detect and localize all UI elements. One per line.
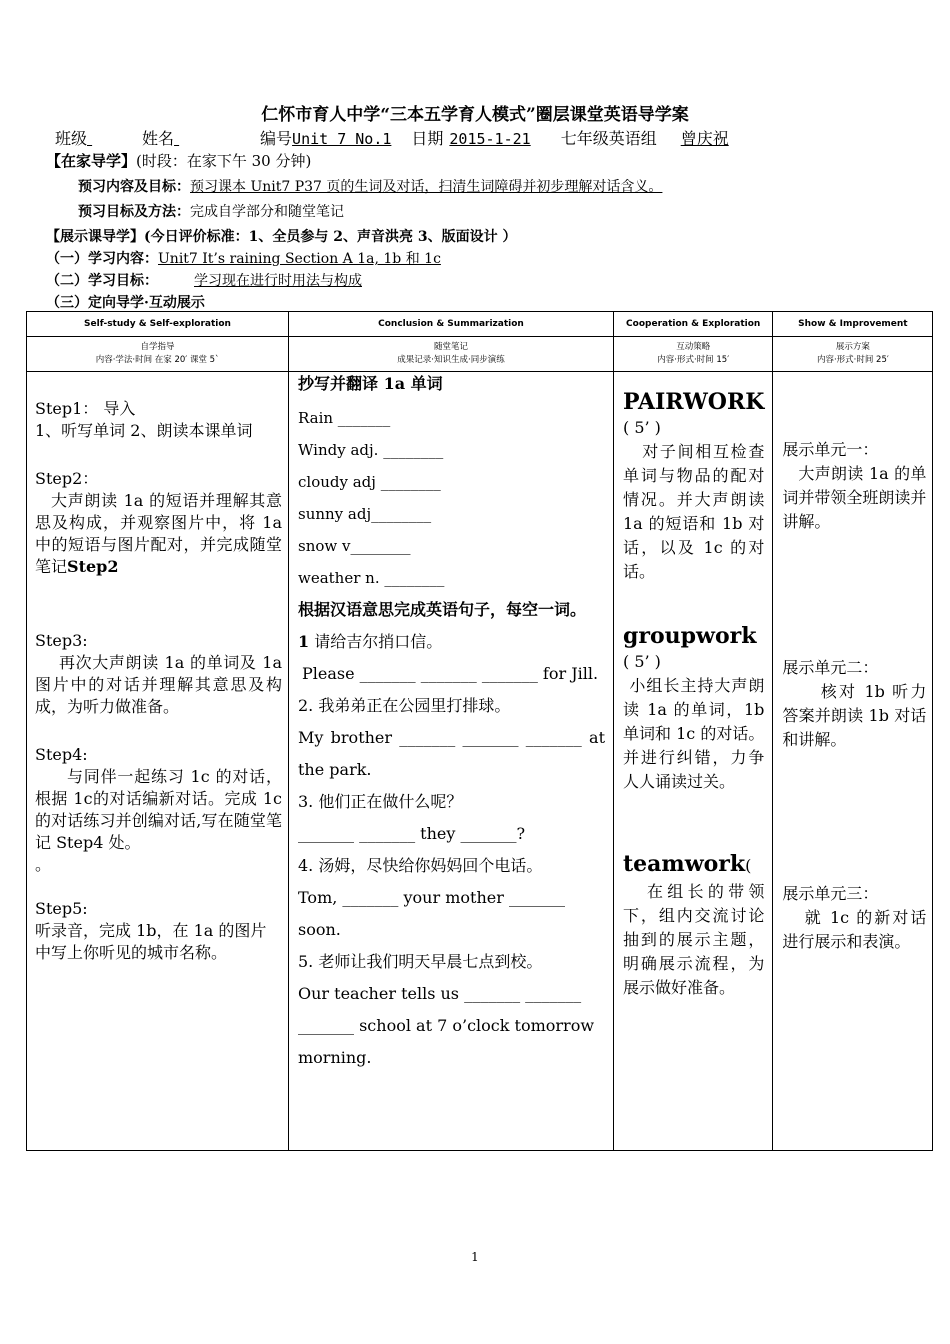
header-show: Show & Improvement xyxy=(773,312,933,337)
name-blank xyxy=(174,129,260,148)
teamwork-text: 在组长的带领下，组内交流讨论抽到的展示主题，明确展示流程，为展示做好准备。 xyxy=(623,882,765,997)
step2-text: 大声朗读 1a 的短语并理解其意思及构成，并观察图片中，将 1a 中的短语与图片配对，并完成随堂笔记Step2 xyxy=(35,491,282,576)
section1-title: 抄写并翻译 1a 单词 xyxy=(298,374,443,393)
step3-title: Step3: xyxy=(35,631,88,650)
method-label: 预习目标及方法： xyxy=(78,204,190,220)
word-item: cloudy adj ________ xyxy=(298,473,441,491)
unit1-text: 大声朗读 1a 的单词并带领全班朗读并讲解。 xyxy=(782,464,927,531)
unit1-title: 展示单元一： xyxy=(782,440,879,459)
self-study-cell xyxy=(27,372,289,1151)
header-cooperation: Cooperation & Exploration xyxy=(614,312,773,337)
date-label: 日期 xyxy=(411,129,444,148)
info-line xyxy=(55,126,737,149)
page-title: 仁怀市育人中学“三本五学育人模式”圈层课堂英语导学案 xyxy=(261,105,689,125)
q3: 3. 他们正在做什么呢？ xyxy=(298,792,463,811)
item2-label: （二）学习目标： xyxy=(46,273,158,289)
item3-heading: （三）定向导学·互动展示 xyxy=(46,295,205,311)
groupwork-text: 小组长主持大声朗读 1a 的单词，1b 单词和 1c 的对话。并进行纠错，力争人人诵读过关。 xyxy=(623,676,765,791)
step3-text: 再次大声朗读 1a 的单词及 1a 图片中的对话并理解其意思及构成，为听力做准备。 xyxy=(35,653,282,716)
q1-en: Please _______ _______ _______ for Jill. xyxy=(302,664,599,683)
word-item: weather n. ________ xyxy=(298,569,445,587)
groupwork-time: ( 5’ ) xyxy=(623,652,661,671)
q3-en: _______ _______ they _______? xyxy=(298,824,526,843)
step4-text: 与同伴一起练习 1c 的对话，根据 1c的对话编新对话。完成 1c 的对话练习并创编对话,写在随堂笔记 Step4 处。 xyxy=(35,767,282,852)
home-content xyxy=(78,176,858,196)
item2-value: 学习现在进行时用法与构成 xyxy=(194,273,362,289)
content-value: 预习课本 Unit7 P37 页的生词及对话，扫清生词障碍并初步理解对话含义。 xyxy=(190,179,663,195)
study-goal xyxy=(46,270,448,290)
unit3-title: 展示单元三： xyxy=(782,884,879,903)
unit2-text: 核对 1b 听力答案并朗读 1b 对话和讲解。 xyxy=(782,682,927,749)
q1: 1 请给吉尔捎口信。 xyxy=(298,632,443,651)
subheader-3: 互动策略 内容·形式·时间 15′ xyxy=(614,337,773,372)
home-section xyxy=(46,150,311,171)
subheader-4: 展示方案 内容·形式·时间 25′ xyxy=(773,337,933,372)
class-heading: 【展示课导学】(今日评价标准：1、全员参与 2、声音洪亮 3、版面设计 ） xyxy=(46,229,517,245)
step1-title: Step1： 导入 xyxy=(35,399,136,418)
step2-title: Step2： xyxy=(35,469,99,488)
step4-dot: 。 xyxy=(35,855,52,874)
unit2-title: 展示单元二： xyxy=(782,658,879,677)
item1-value: Unit7 It’s raining Section A 1a, 1b 和 1c xyxy=(158,251,441,267)
study-table xyxy=(26,311,933,1151)
word-item: Rain _______ xyxy=(298,409,391,427)
q5-en: Our teacher tells us _______ _______ _______ school at 7 o’clock tomorrow morning. xyxy=(298,984,595,1067)
step5-text: 听录音，完成 1b，在 1a 的图片中写上你听见的城市名称。 xyxy=(35,921,267,962)
group-name: 七年级英语组 xyxy=(560,129,657,148)
teacher-name: 曾庆祝 xyxy=(680,129,729,148)
number-label: 编号 xyxy=(260,129,293,148)
word-item: sunny adj________ xyxy=(298,505,432,523)
number-value: Unit 7 No.1 xyxy=(292,130,392,148)
home-time: (时段：在家下午 30 分钟) xyxy=(136,152,312,170)
content-label: 预习内容及目标： xyxy=(78,179,190,195)
header-conclusion: Conclusion & Summarization xyxy=(289,312,614,337)
home-method xyxy=(78,201,344,221)
pairwork-time: ( 5’ ) xyxy=(623,418,661,437)
step5-title: Step5: xyxy=(35,899,88,918)
word-item: snow v________ xyxy=(298,537,411,555)
q4: 4. 汤姆，尽快给你妈妈回个电话。 xyxy=(298,856,543,875)
groupwork-title: groupwork xyxy=(623,623,757,649)
study-content xyxy=(46,248,782,268)
q5: 5. 老师让我们明天早晨七点到校。 xyxy=(298,952,543,971)
q2-en: My brother _______ _______ _______ at the park. xyxy=(298,728,605,779)
method-value: 完成自学部分和随堂笔记 xyxy=(190,204,344,220)
subheader-1: 自学指导 内容·学法·时间 在家 20′ 课堂 5` xyxy=(27,337,289,372)
header-self-study: Self-study & Self-exploration xyxy=(27,312,289,337)
subheader-2: 随堂笔记 成果记录·知识生成·同步演练 xyxy=(289,337,614,372)
class-blank xyxy=(87,129,142,148)
page-number: 1 xyxy=(471,1250,479,1264)
item1-label: （一）学习内容： xyxy=(46,251,158,267)
step4-title: Step4: xyxy=(35,745,88,764)
pairwork-text: 对子间相互检查单词与物品的配对情况。并大声朗读 1a 的短语和 1b 对话，以及 1c 的对话。 xyxy=(623,442,765,581)
unit3-text: 就 1c 的新对话进行展示和表演。 xyxy=(782,908,927,951)
word-item: Windy adj. ________ xyxy=(298,441,444,459)
q4-en: Tom, _______ your mother _______ soon. xyxy=(298,888,565,939)
date-value: 2015-1-21 xyxy=(449,130,531,148)
notes-cell xyxy=(289,372,614,1151)
step1-text: 1、听写单词 2、朗读本课单词 xyxy=(35,421,253,440)
home-heading: 【在家导学】 xyxy=(46,152,137,170)
q2: 2. 我弟弟正在公园里打排球。 xyxy=(298,696,511,715)
cooperation-cell xyxy=(614,372,773,1151)
teamwork-title: teamwork( xyxy=(623,851,752,877)
section2-title: 根据汉语意思完成英语句子，每空一词。 xyxy=(298,600,587,619)
show-cell xyxy=(773,372,933,1151)
class-label: 班级 xyxy=(55,129,88,148)
pairwork-title: PAIRWORK xyxy=(623,389,765,415)
name-label: 姓名 xyxy=(142,129,175,148)
